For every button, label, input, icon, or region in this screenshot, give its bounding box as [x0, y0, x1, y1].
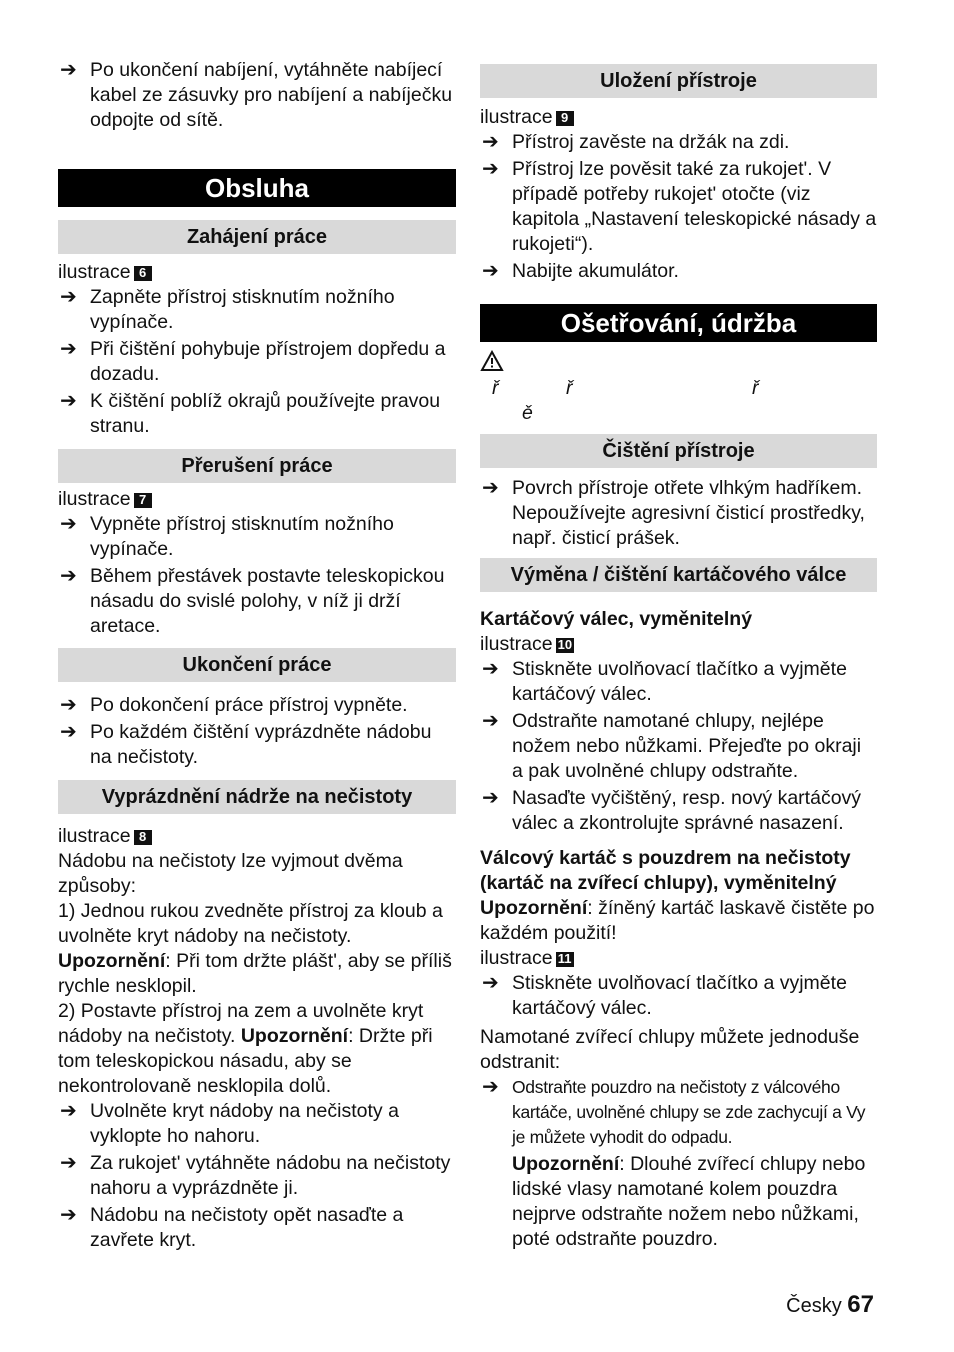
illustration-number: 8	[134, 830, 152, 845]
note-label: Upozornění	[58, 950, 166, 972]
bullet-item	[58, 720, 456, 770]
note-label: Upozornění	[512, 1153, 620, 1175]
illustration-label: ilustrace	[58, 825, 131, 847]
bullet-text: Zapněte přístroj stisknutím nožního vypínače.	[90, 286, 395, 333]
subsection-title-end: Ukončení práce	[58, 648, 456, 682]
bullet-item	[58, 1099, 456, 1149]
illustration-number: 10	[557, 637, 573, 652]
arrow-icon: ➔	[60, 59, 77, 81]
note-text: : Držte při tom teleskopickou násadu, aby se nekontrolovaně nesklopila dolů.	[58, 1025, 433, 1097]
illustration-ref	[480, 632, 877, 657]
page-footer	[786, 1292, 874, 1319]
glyph: ř	[752, 377, 759, 399]
note-text: : Při tom držte plášt', aby se příliš rychle nesklopil.	[58, 950, 452, 997]
bullet-item	[58, 285, 456, 335]
bullet-text: Nádobu na nečistoty opět nasaďte a zavřete kryt.	[90, 1204, 404, 1251]
bullet-item	[480, 1075, 877, 1150]
arrow-icon: ➔	[482, 658, 499, 680]
arrow-icon: ➔	[482, 710, 499, 732]
right-column	[480, 64, 877, 1254]
warning-triangle-icon	[480, 350, 504, 372]
paragraph	[58, 999, 456, 1099]
bullet-text: Přístroj lze pověsit také za rukojet'. V případě potřeby rukojet' otočte (viz kapitola „Nastavení teleskopické násady a rukojeti“).	[512, 158, 877, 255]
bullet-text: Po dokončení práce přístroj vypněte.	[90, 694, 408, 716]
bullet-item	[480, 786, 877, 836]
arrow-icon: ➔	[60, 1100, 77, 1122]
bullet-item	[480, 130, 877, 155]
bullet-item	[58, 389, 456, 439]
glyph: ě	[522, 402, 533, 424]
arrow-icon: ➔	[60, 565, 77, 587]
illustration-label: ilustrace	[480, 633, 553, 655]
left-column	[58, 58, 456, 1255]
arrow-icon: ➔	[60, 1152, 77, 1174]
bullet-item	[480, 476, 877, 551]
bullet-item	[480, 657, 877, 707]
arrow-icon: ➔	[60, 338, 77, 360]
paragraph-text: 2) Postavte přístroj na zem a uvolněte kryt nádoby na nečistoty.	[58, 1000, 424, 1047]
bullet-text: Po každém čištění vyprázdněte nádobu na nečistoty.	[90, 721, 432, 768]
bullet-item	[58, 512, 456, 562]
glyph: ř	[566, 377, 573, 399]
illustration-ref	[480, 946, 877, 971]
note-label: Upozornění	[480, 897, 588, 919]
arrow-icon: ➔	[60, 513, 77, 535]
subsection-title-brush-roller: Výměna / čištění kartáčového válce	[480, 558, 877, 592]
subsection-title-pause: Přerušení práce	[58, 449, 456, 483]
paragraph	[58, 949, 456, 999]
subsection-title-storage: Uložení přístroje	[480, 64, 877, 98]
bullet-text: Uvolněte kryt nádoby na nečistoty a vyklopte ho nahoru.	[90, 1100, 399, 1147]
missing-glyph-text	[480, 376, 877, 426]
bullet-text: Během přestávek postavte teleskopickou násadu do svislé polohy, v níž ji drží aretace.	[90, 565, 445, 637]
subsection-title-start: Zahájení práce	[58, 220, 456, 254]
bullet-item	[480, 709, 877, 784]
illustration-number: 9	[556, 111, 574, 126]
arrow-icon: ➔	[60, 286, 77, 308]
illustration-label: ilustrace	[480, 947, 553, 969]
arrow-icon: ➔	[482, 972, 499, 994]
page-number: 67	[847, 1291, 874, 1318]
subsection-title-cleaning: Čištění přístroje	[480, 434, 877, 468]
illustration-number: 6	[134, 266, 152, 281]
note-label: Upozornění	[240, 1025, 349, 1047]
section-title-obsluha: Obsluha	[58, 169, 456, 207]
illustration-ref	[58, 260, 456, 285]
illustration-number: 11	[556, 952, 574, 967]
bullet-item	[480, 259, 877, 284]
arrow-icon: ➔	[482, 260, 499, 282]
bullet-text: Při čištění pohybuje přístrojem dopředu a dozadu.	[90, 338, 446, 385]
bullet-item	[58, 337, 456, 387]
indented-note	[480, 1152, 877, 1252]
bullet-item	[480, 971, 877, 1021]
note-text: : žíněný kartáč laskavě čistěte po každém použití!	[480, 897, 875, 944]
illustration-ref	[58, 824, 456, 849]
arrow-icon: ➔	[60, 1204, 77, 1226]
warning-row	[480, 350, 877, 376]
glyph: ř	[492, 377, 499, 399]
bullet-text: Za rukojet' vytáhněte nádobu na nečistoty nahoru a vyprázdněte ji.	[90, 1152, 451, 1199]
illustration-label: ilustrace	[58, 261, 131, 283]
paragraph	[480, 896, 877, 946]
bullet-item	[58, 1151, 456, 1201]
arrow-icon: ➔	[482, 1076, 499, 1098]
note-text: : Dlouhé zvířecí chlupy nebo lidské vlasy namotané kolem pouzdra nejprve odstraňte nožem nebo nůžkami, poté odstraňte pouzdro.	[512, 1153, 866, 1250]
bullet-item	[58, 564, 456, 639]
bullet-text: K čištění poblíž okrajů používejte pravou stranu.	[90, 390, 441, 437]
bullet-text: Stiskněte uvolňovací tlačítko a vyjměte kartáčový válec.	[512, 972, 847, 1019]
section-title-maintenance: Ošetřování, údržba	[480, 304, 877, 342]
paragraph: 1) Jednou rukou zvedněte přístroj za kloub a uvolněte kryt nádoby na nečistoty.	[58, 900, 443, 947]
bullet-item	[480, 157, 877, 257]
subsection-title-empty-tank: Vyprázdnění nádrže na nečistoty	[58, 780, 456, 814]
subheading: Kartáčový válec, vyměnitelný	[480, 608, 753, 630]
bullet-text: Nabijte akumulátor.	[512, 260, 679, 282]
bullet-text: Vypněte přístroj stisknutím nožního vypínače.	[90, 513, 394, 560]
footer-language: Česky	[786, 1295, 842, 1317]
arrow-icon: ➔	[482, 131, 499, 153]
arrow-icon: ➔	[482, 477, 499, 499]
illustration-label: ilustrace	[480, 106, 553, 128]
arrow-icon: ➔	[60, 721, 77, 743]
bullet-text: Odstraňte namotané chlupy, nejlépe nožem nebo nůžkami. Přejeďte po okraji a pak uvolněné chlupy odstraňte.	[512, 710, 862, 782]
illustration-number: 7	[134, 493, 152, 508]
bullet-item	[58, 693, 456, 718]
subheading: Válcový kartáč s pouzdrem na nečistoty (kartáč na zvířecí chlupy), vyměnitelný	[480, 847, 851, 894]
illustration-ref	[480, 105, 877, 130]
bullet-text: Stiskněte uvolňovací tlačítko a vyjměte kartáčový válec.	[512, 658, 847, 705]
bullet-item	[58, 58, 456, 133]
illustration-ref	[58, 487, 456, 512]
bullet-text: Povrch přístroje otřete vlhkým hadříkem. Nepoužívejte agresivní čisticí prostředky, např. čisticí prášek.	[512, 477, 865, 549]
arrow-icon: ➔	[482, 158, 499, 180]
illustration-label: ilustrace	[58, 488, 131, 510]
bullet-text: Nasaďte vyčištěný, resp. nový kartáčový válec a zkontrolujte správné nasazení.	[512, 787, 862, 834]
arrow-icon: ➔	[60, 390, 77, 412]
bullet-item	[58, 1203, 456, 1253]
bullet-text: Přístroj zavěste na držák na zdi.	[512, 131, 790, 153]
paragraph: Nádobu na nečistoty lze vyjmout dvěma způsoby:	[58, 850, 403, 897]
arrow-icon: ➔	[60, 694, 77, 716]
arrow-icon: ➔	[482, 787, 499, 809]
bullet-text: Po ukončení nabíjení, vytáhněte nabíjecí kabel ze zásuvky pro nabíjení a nabíječku odpojte od sítě.	[90, 59, 453, 131]
paragraph: Namotané zvířecí chlupy můžete jednoduše odstranit:	[480, 1026, 860, 1073]
bullet-text: Odstraňte pouzdro na nečistoty z válcového kartáče, uvolněné chlupy se zde zachycují a Vy je můžete vyhodit do odpadu.	[512, 1077, 866, 1147]
